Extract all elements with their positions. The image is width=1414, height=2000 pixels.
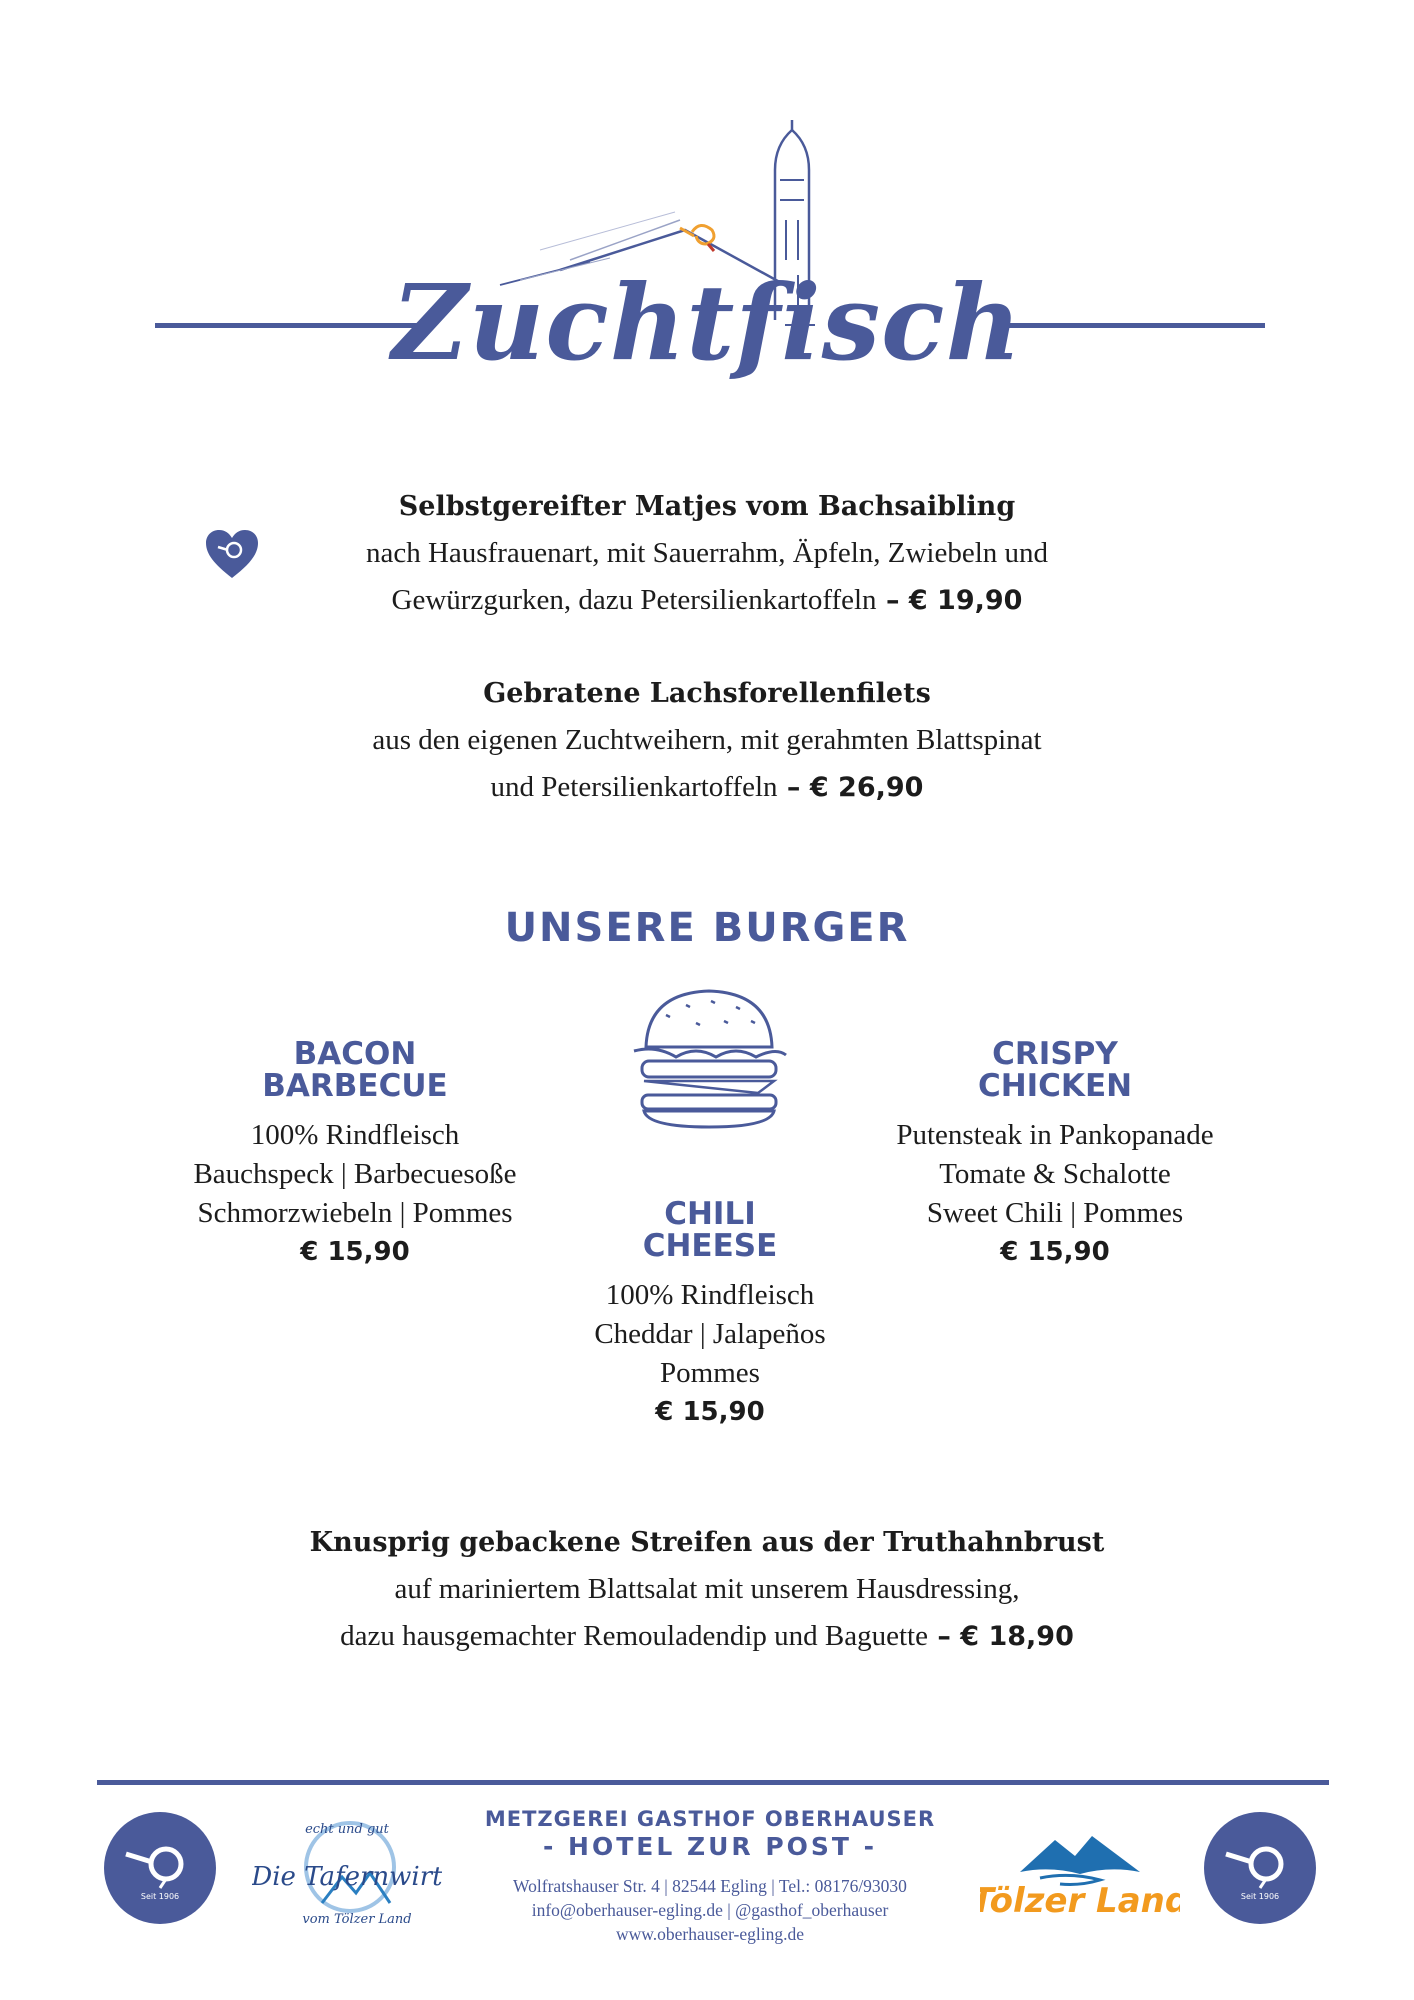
dish-price: € 26,90 [809, 772, 924, 803]
burger-name: CRISPY CHICKEN [977, 1036, 1133, 1104]
svg-text:Die Tafernwirt: Die Tafernwirt [252, 1862, 442, 1892]
burger-line: Putensteak in Pankopanade [896, 1119, 1214, 1151]
burger-chili-cheese [540, 1198, 880, 1432]
burger-line: Tomate & Schalotte [939, 1158, 1171, 1190]
svg-text:echt und gut: echt und gut [305, 1822, 389, 1837]
page-title: Zuchtfisch [391, 261, 1023, 384]
dish-line-with-price: und Petersilienkartoffeln – € 26,90 [490, 771, 924, 803]
footer-hotel-name: - HOTEL ZUR POST - [542, 1832, 878, 1861]
burger-icon [626, 985, 792, 1130]
svg-text:vom Tölzer Land: vom Tölzer Land [302, 1912, 412, 1927]
svg-text:Tölzer Land: Tölzer Land [980, 1881, 1180, 1921]
burger-name: BACON BARBECUE [262, 1036, 448, 1104]
posthorn-icon [1204, 1812, 1316, 1924]
burger-price: € 15,90 [300, 1237, 410, 1267]
burger-crispy-chicken [850, 1038, 1260, 1272]
burger-line: Pommes [660, 1357, 760, 1389]
burger-price: € 15,90 [655, 1397, 765, 1427]
dish-lachsforelle [0, 670, 1414, 811]
footer-business-name: METZGEREI GASTHOF OBERHAUSER [484, 1807, 936, 1831]
footer-address: Wolfratshauser Str. 4 | 82544 Egling | Tel.: 08176/93030 [513, 1876, 907, 1896]
burger-line: Sweet Chili | Pommes [926, 1197, 1184, 1229]
posthorn-icon [104, 1812, 216, 1924]
posthorn-badge-right [1204, 1812, 1316, 1924]
burger-section-heading: UNSERE BURGER [504, 905, 910, 951]
dish-line: aus den eigenen Zuchtweihern, mit gerahmten Blattspinat [372, 724, 1042, 756]
burger-price: € 15,90 [1000, 1237, 1110, 1267]
burger-line: 100% Rindfleisch [605, 1279, 815, 1311]
burger-line: 100% Rindfleisch [250, 1119, 460, 1151]
dish-line-with-price: dazu hausgemachter Remouladendip und Baguette – € 18,90 [340, 1620, 1074, 1652]
badge-text: Seit 1906 [140, 1892, 180, 1901]
burger-line: Bauchspeck | Barbecuesoße [193, 1158, 517, 1190]
footer-email-social: info@oberhauser-egling.de | @gasthof_oberhauser [531, 1900, 889, 1920]
dish-line: auf mariniertem Blattsalat mit unserem Hausdressing, [394, 1573, 1020, 1605]
dish-matjes [0, 483, 1414, 624]
tafernwirt-logo [252, 1815, 442, 1935]
burger-line: Cheddar | Jalapeños [594, 1318, 826, 1350]
dish-line-with-price: Gewürzgurken, dazu Petersilienkartoffeln – € 19,90 [391, 584, 1023, 616]
footer-website[interactable]: www.oberhauser-egling.de [615, 1924, 805, 1944]
burger-bacon-barbecue [150, 1038, 560, 1272]
posthorn-badge-left [104, 1812, 216, 1924]
burger-line: Schmorzwiebeln | Pommes [197, 1197, 513, 1229]
toelzer-land-logo [980, 1822, 1180, 1922]
badge-text: Seit 1906 [1240, 1892, 1280, 1901]
dish-price: € 18,90 [960, 1621, 1074, 1652]
burger-name: CHILI CHEESE [642, 1196, 778, 1264]
dish-name: Knusprig gebackene Streifen aus der Truthahnbrust [309, 1527, 1105, 1558]
dish-name: Gebratene Lachsforellenfilets [483, 678, 931, 709]
dish-line: nach Hausfrauenart, mit Sauerrahm, Äpfeln, Zwiebeln und [365, 537, 1049, 569]
dish-truthahnbrust [0, 1519, 1414, 1660]
footer-divider [97, 1780, 1329, 1785]
footer-address-block [440, 1806, 980, 1946]
dish-price: € 19,90 [908, 585, 1023, 616]
dish-name: Selbstgereifter Matjes vom Bachsaibling [398, 491, 1016, 522]
